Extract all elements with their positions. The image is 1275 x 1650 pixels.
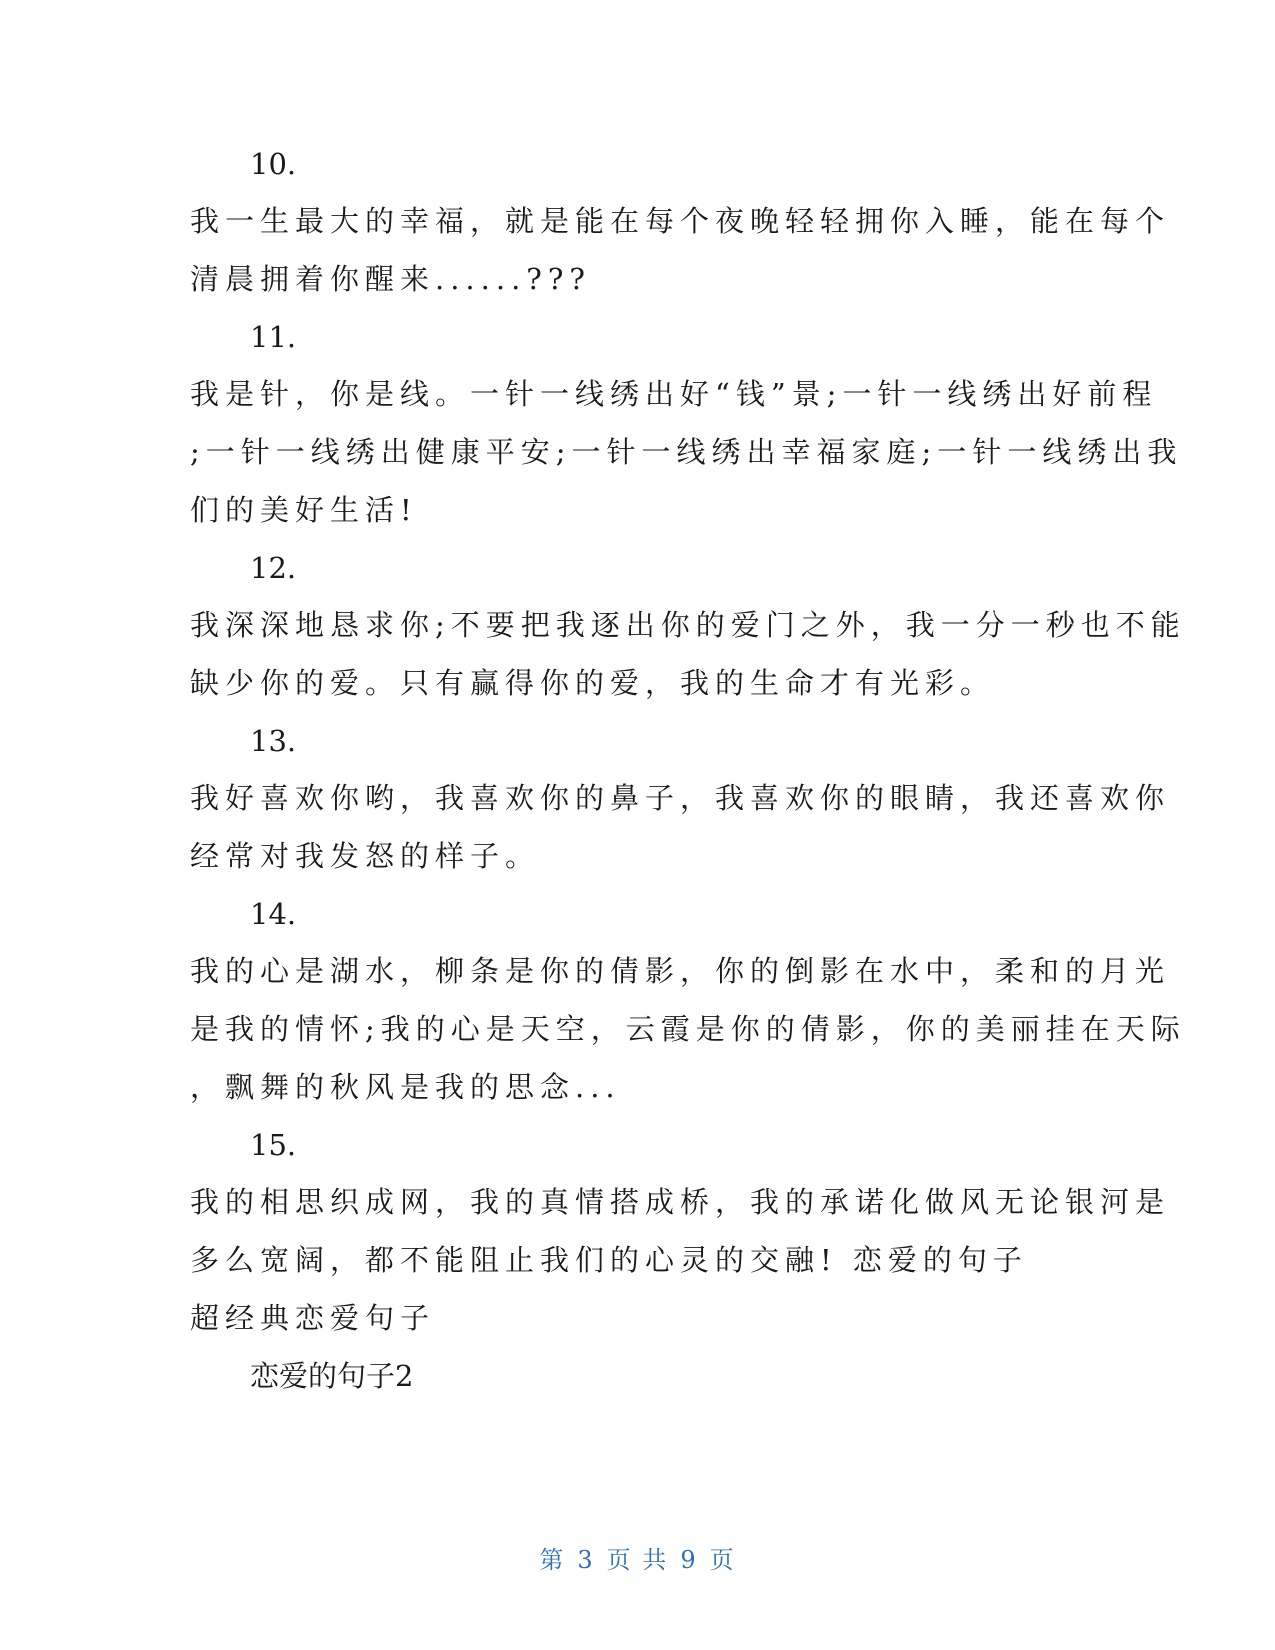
footer-prefix: 第 — [539, 1546, 566, 1574]
entry-text-line: 我的心是湖水，柳条是你的倩影，你的倒影在水中，柔和的月光 — [190, 954, 1171, 988]
entry-text-line: 经常对我发怒的样子。 — [190, 839, 541, 873]
extra-line: 超经典恋爱句子 — [190, 1301, 436, 1335]
section-heading: 恋爱的句子2 — [250, 1359, 414, 1393]
entry-text-line: 我深深地恳求你;不要把我逐出你的爱门之外，我一分一秒也不能 — [190, 608, 1186, 642]
entry-text-line: 是我的情怀;我的心是天空，云霞是你的倩影，你的美丽挂在天际 — [190, 1012, 1186, 1046]
entry-text-line: 多么宽阔，都不能阻止我们的心灵的交融! 恋爱的句子 — [190, 1243, 1028, 1277]
entry-number: 13. — [250, 724, 297, 758]
entry-text-line: 我一生最大的幸福，就是能在每个夜晚轻轻拥你入睡，能在每个 — [190, 204, 1171, 238]
footer-page-total: 9 — [680, 1546, 698, 1574]
entry-number: 12. — [250, 551, 297, 585]
entry-text-line: 清晨拥着你醒来......??? — [190, 262, 591, 296]
footer-suffix: 页 — [709, 1546, 736, 1574]
entry-text-line: 我是针，你是线。一针一线绣出好“钱”景;一针一线绣出好前程 — [190, 377, 1158, 411]
footer-page-current: 3 — [577, 1546, 595, 1574]
entry-text-line: 们的美好生活! — [190, 493, 418, 527]
entry-text-line: 缺少你的爱。只有赢得你的爱，我的生命才有光彩。 — [190, 666, 996, 700]
entry-text-line: 我好喜欢你哟，我喜欢你的鼻子，我喜欢你的眼睛，我还喜欢你 — [190, 781, 1171, 815]
entry-number: 15. — [250, 1128, 297, 1162]
entry-number: 11. — [250, 320, 297, 354]
entry-text-line: 我的相思织成网，我的真情搭成桥，我的承诺化做风无论银河是 — [190, 1185, 1171, 1219]
footer-mid: 页 共 — [606, 1546, 669, 1574]
page-footer — [0, 1545, 1275, 1575]
entry-text-line: ;一针一线绣出健康平安;一针一线绣出幸福家庭;一针一线绣出我 — [190, 435, 1183, 469]
entry-text-line: ，飘舞的秋风是我的思念... — [190, 1070, 621, 1104]
entry-number: 10. — [250, 147, 297, 181]
entry-number: 14. — [250, 897, 297, 931]
